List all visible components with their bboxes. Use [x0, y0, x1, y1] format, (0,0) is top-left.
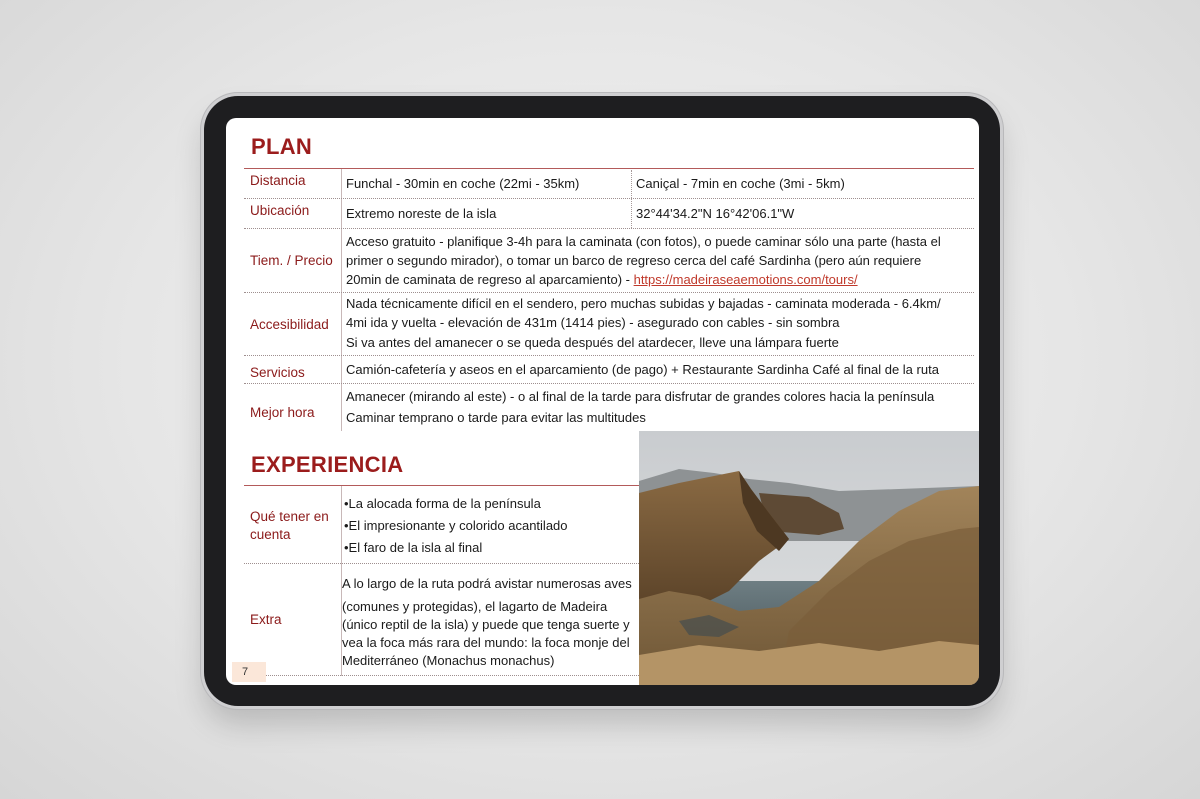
row-divider: [244, 675, 639, 676]
precio-linea-1: Acceso gratuito - planifique 3-4h para la caminata (con fotos), o puede caminar sólo una parte (hasta el: [346, 234, 941, 249]
extra-linea-5: Mediterráneo (Monachus monachus): [342, 653, 555, 668]
label-que-tener-en-cuenta-1: Qué tener en: [250, 509, 329, 524]
label-ubicacion: Ubicación: [250, 203, 310, 218]
page-number: 7: [232, 662, 266, 682]
label-accesibilidad: Accesibilidad: [250, 317, 329, 332]
bullet-item: •El impresionante y colorido acantilado: [344, 518, 568, 533]
label-servicios: Servicios: [250, 365, 305, 380]
label-column-divider: [341, 169, 342, 431]
row-divider: [244, 198, 974, 199]
extra-linea-1: A lo largo de la ruta podrá avistar numerosas aves: [342, 576, 632, 591]
label-mejor-hora: Mejor hora: [250, 405, 315, 420]
plan-heading-rule: [244, 168, 974, 169]
extra-linea-2: (comunes y protegidas), el lagarto de Madeira: [342, 599, 608, 614]
bullet-item: •El faro de la isla al final: [344, 540, 483, 555]
precio-linea-3-text: 20min de caminata de regreso al aparcamiento) -: [346, 272, 634, 287]
row-divider: [244, 292, 974, 293]
tours-link[interactable]: https://madeiraseaemotions.com/tours/: [633, 272, 858, 287]
extra-linea-4: vea la foca más rara del mundo: la foca monje del: [342, 635, 630, 650]
distancia-canical: Caniçal - 7min en coche (3mi - 5km): [636, 176, 845, 191]
servicios-texto: Camión-cafetería y aseos en el aparcamiento (de pago) + Restaurante Sardinha Café al final de la ruta: [346, 362, 939, 377]
row-divider: [244, 355, 974, 356]
label-distancia: Distancia: [250, 173, 306, 188]
plan-heading: PLAN: [251, 134, 313, 159]
label-extra: Extra: [250, 612, 282, 627]
value-column-divider: [631, 170, 632, 228]
experiencia-heading-rule: [244, 485, 639, 486]
row-divider: [244, 228, 974, 229]
precio-linea-3: [346, 270, 858, 289]
row-divider: [244, 383, 974, 384]
distancia-funchal: Funchal - 30min en coche (22mi - 35km): [346, 176, 580, 191]
extra-linea-3: (único reptil de la isla) y puede que tenga suerte y: [342, 617, 630, 632]
peninsula-photo: [639, 431, 979, 685]
accesibilidad-linea-1: Nada técnicamente difícil en el sendero, pero muchas subidas y bajadas - caminata moderada - 6.4km/: [346, 296, 941, 311]
accesibilidad-linea-2: 4mi ida y vuelta - elevación de 431m (1414 pies) - asegurado con cables - sin sombra: [346, 315, 840, 330]
accesibilidad-linea-3: Si va antes del amanecer o se queda después del atardecer, lleve una lámpara fuerte: [346, 335, 839, 350]
label-tiempo-precio: Tiem. / Precio: [250, 253, 333, 268]
experiencia-heading: EXPERIENCIA: [251, 452, 404, 477]
bullet-item: •La alocada forma de la península: [344, 496, 541, 511]
precio-linea-2: primer o segundo mirador), o tomar un barco de regreso cerca del café Sardinha (pero aún requiere: [346, 253, 922, 268]
document-page[interactable]: [226, 118, 979, 685]
label-que-tener-en-cuenta-2: cuenta: [250, 527, 291, 542]
row-divider: [244, 563, 639, 564]
ubicacion-coordenadas: 32°44'34.2"N 16°42'06.1"W: [636, 206, 795, 221]
mejor-hora-linea-2: Caminar temprano o tarde para evitar las multitudes: [346, 410, 646, 425]
mejor-hora-linea-1: Amanecer (mirando al este) - o al final de la tarde para disfrutar de grandes colores hacia la península: [346, 389, 935, 404]
ubicacion-descripcion: Extremo noreste de la isla: [346, 206, 497, 221]
